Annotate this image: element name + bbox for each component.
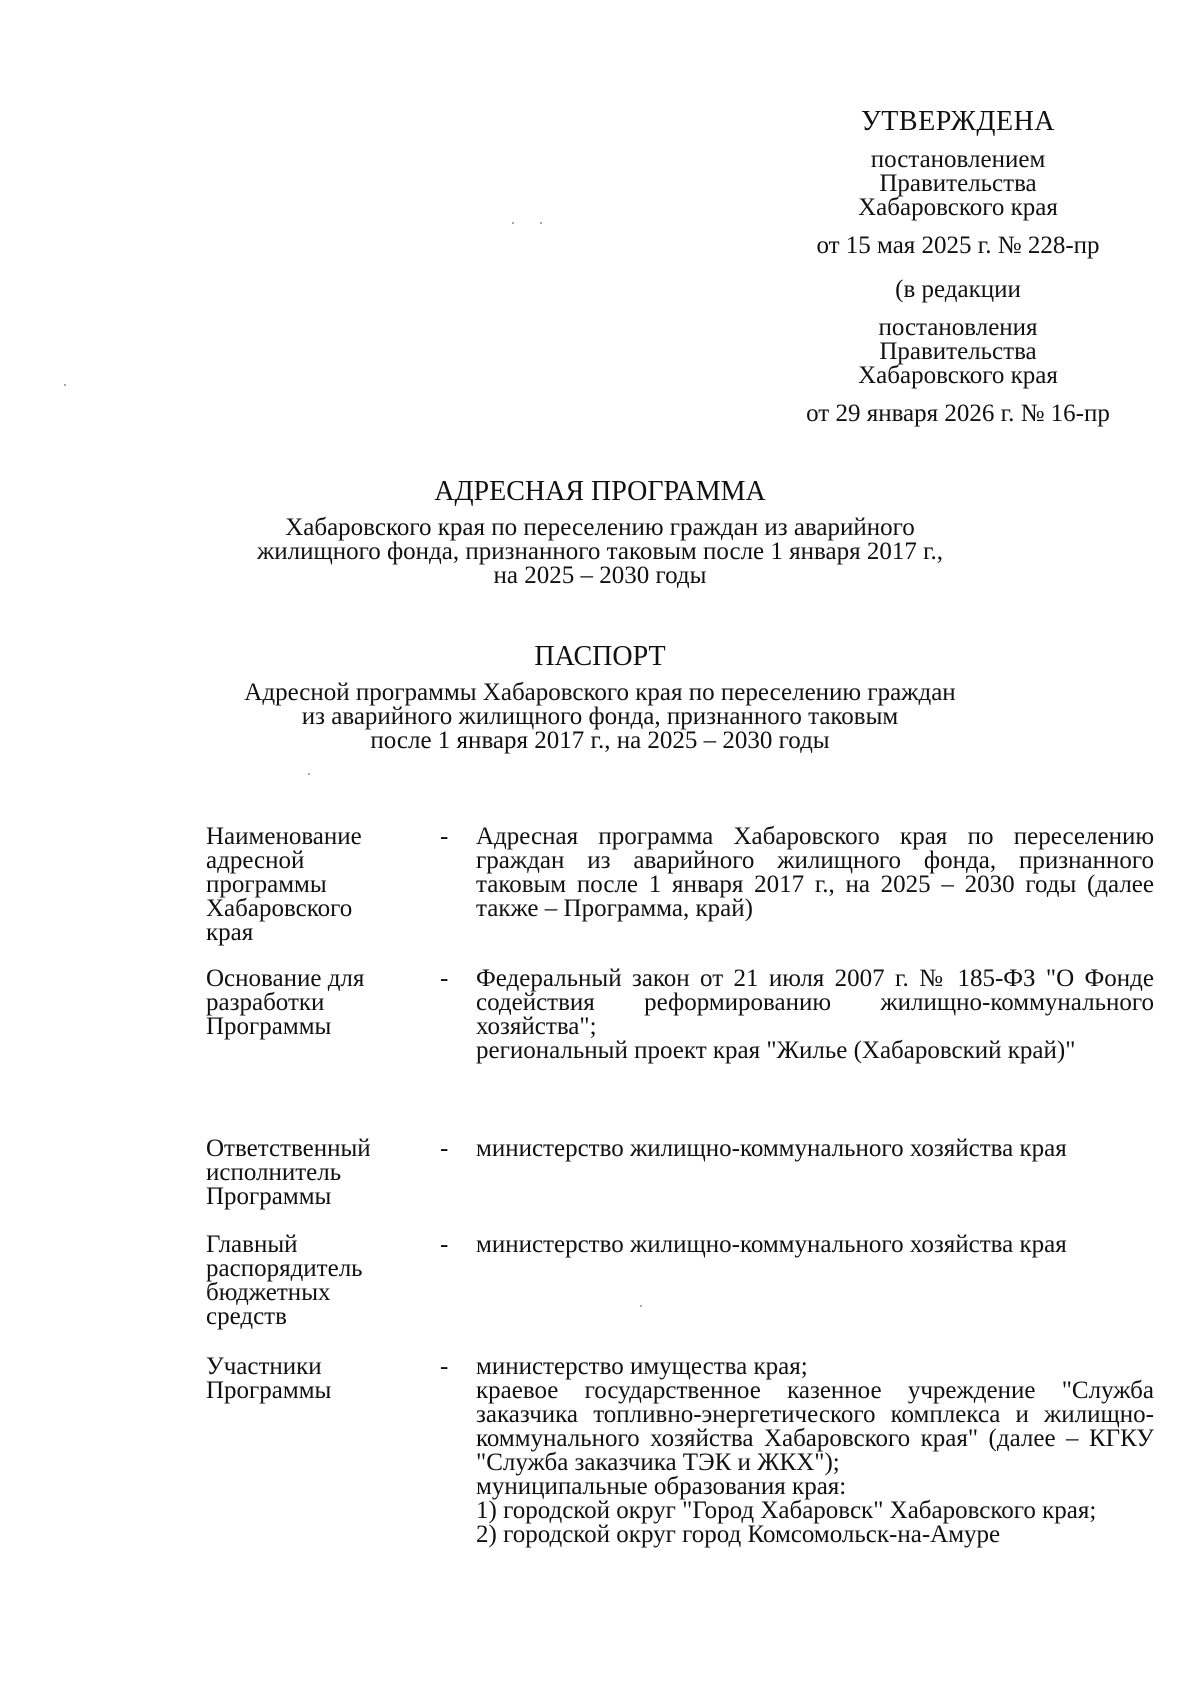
row-dash: - <box>440 823 449 850</box>
passport-subtitle-line: из аварийного жилищного фонда, признанного таковым <box>301 703 899 730</box>
row-dash: - <box>440 1353 449 1380</box>
passport-subtitle-line: Адресной программы Хабаровского края по переселению граждан <box>244 679 956 706</box>
edition-line: Правительства <box>879 338 1037 365</box>
row-label: Наименование адресной программы Хабаровского края <box>206 823 362 946</box>
table-row <box>206 967 1154 1137</box>
table-row <box>206 1137 1154 1233</box>
approval-line: Хабаровского края <box>858 194 1058 221</box>
scan-speck <box>512 222 514 224</box>
edition-line: постановления <box>878 314 1038 341</box>
row-value: Федеральный закон от 21 июля 2007 г. № 185-ФЗ "О Фонде содействия реформированию жилищно-коммунального хозяйства"; региональный проект края "Жилье (Хабаровский край)" <box>476 965 1154 1064</box>
passport-title: ПАСПОРТ <box>534 641 666 672</box>
row-value: министерство жилищно-коммунального хозяйства края <box>476 1135 1067 1162</box>
approval-date: от 15 мая 2025 г. № 228-пр <box>816 232 1100 259</box>
row-label: Ответственный исполнитель Программы <box>206 1135 371 1210</box>
approval-title: УТВЕРЖДЕНА <box>860 106 1056 137</box>
program-subtitle-line: Хабаровского края по переселению граждан из аварийного <box>285 514 915 541</box>
row-label: Главный распорядитель бюджетных средств <box>206 1231 363 1330</box>
approval-line: Правительства <box>879 170 1037 197</box>
approval-stamp <box>738 106 1178 427</box>
table-row <box>206 1355 1154 1547</box>
row-value: министерство имущества края; краевое государственное казенное учреждение "Служба заказчика топливно-энергетического комплекса и жилищно-коммунального хозяйства Хабаровского края" (далее – КГКУ "Служба заказчика ТЭК и ЖКХ"); муниципальные образования края: 1) городской округ "Город Хабаровск" Хабаровского края; 2) городской округ город Комсомольск-на-Амуре <box>476 1353 1154 1548</box>
edition-line: Хабаровского края <box>858 362 1058 389</box>
row-value: Адресная программа Хабаровского края по переселению граждан из аварийного жилищного фонда, признанного таковым после 1 января 2017 г., на 2025 – 2030 годы (далее также – Программа, край) <box>476 823 1154 922</box>
scan-speck <box>640 1305 642 1307</box>
scan-speck <box>308 773 310 775</box>
row-label: Участники Программы <box>206 1353 332 1404</box>
passport-subtitle-line: после 1 января 2017 г., на 2025 – 2030 годы <box>370 727 830 754</box>
scan-speck <box>540 222 542 224</box>
row-dash: - <box>440 1135 449 1162</box>
scan-speck <box>64 384 66 386</box>
program-subtitle-line: на 2025 – 2030 годы <box>493 562 707 589</box>
edition-date: от 29 января 2026 г. № 16-пр <box>806 400 1110 427</box>
program-subtitle-line: жилищного фонда, признанного таковым после 1 января 2017 г., <box>256 538 944 565</box>
approval-line: постановлением <box>870 146 1046 173</box>
row-dash: - <box>440 965 449 992</box>
program-title: АДРЕСНАЯ ПРОГРАММА <box>434 476 766 507</box>
table-row <box>206 825 1154 967</box>
passport-header <box>180 641 1020 754</box>
passport-table <box>206 825 1154 1547</box>
row-value: министерство жилищно-коммунального хозяйства края <box>476 1231 1067 1258</box>
edition-note: (в редакции <box>895 276 1021 303</box>
table-row <box>206 1233 1154 1355</box>
row-label: Основание для разработки Программы <box>206 965 365 1040</box>
row-dash: - <box>440 1231 449 1258</box>
program-header <box>180 476 1020 589</box>
